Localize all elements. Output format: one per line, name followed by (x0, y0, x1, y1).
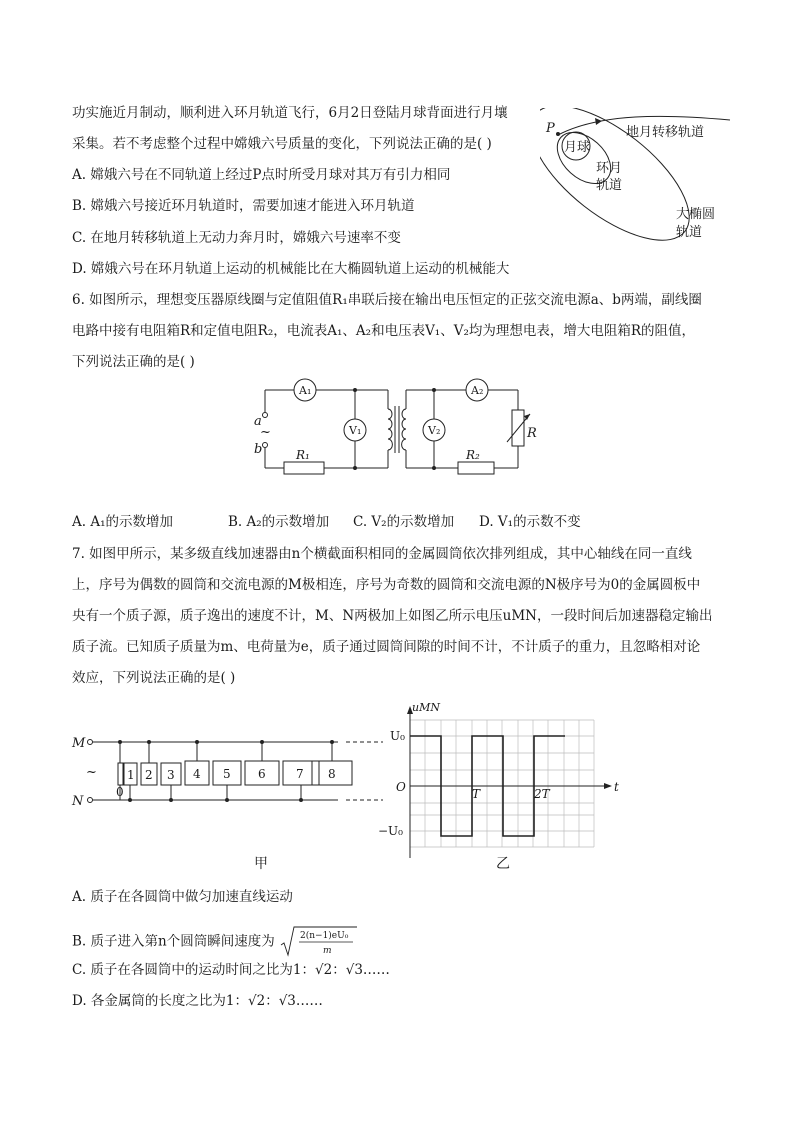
label-m: M (72, 736, 86, 751)
transformer-circuit (250, 376, 550, 480)
terminal-b (263, 443, 268, 448)
terminal-a (263, 413, 268, 418)
label-source-tilde: ~ (86, 765, 97, 780)
accelerator-figure (68, 724, 388, 874)
q5-stem-line1: 功实施近月制动，顺利进入环月轨道飞行，6月2日登陆月球背面进行月壤 (72, 105, 508, 121)
caption-jia: 甲 (254, 856, 268, 872)
label-moon: 月球 (564, 140, 591, 155)
label-r2: R₂ (466, 448, 480, 462)
formula-denominator: m (323, 946, 332, 956)
label-neg-u0: −U₀ (378, 824, 403, 838)
label-a: a (254, 414, 262, 429)
q7-stem-line5: 效应，下列说法正确的是( ) (72, 670, 236, 686)
label-lunar-orbit-2: 轨道 (596, 178, 623, 193)
q5-option-c: C. 在地月转移轨道上无动力奔月时，嫦娥六号速率不变 (72, 230, 401, 246)
label-ellipse-orbit-1: 大椭圆 (676, 207, 716, 222)
q7-stem-line2: 上，序号为偶数的圆筒和交流电源的M极相连，序号为奇数的圆筒和交流电源的N极序号为0的金属圆板中 (72, 577, 701, 593)
rheostat-arrowhead-icon (524, 414, 530, 420)
label-origin: O (396, 780, 406, 794)
label-a1: A₁ (299, 384, 312, 397)
tube-label-1: 1 (127, 768, 135, 782)
primary-coil (388, 409, 392, 450)
q7-stem-line3: 央有一个质子源，质子逸出的速度不计，M、N两极加上如图乙所示电压uMN，一段时间后加速器稳定输出 (72, 608, 713, 624)
label-u-axis: uMN (412, 701, 440, 714)
q6-option-c: C. V₂的示数增加 (353, 514, 455, 530)
label-u0: U₀ (390, 729, 405, 743)
q6-stem-line3: 下列说法正确的是( ) (72, 354, 195, 370)
resistor-r2 (458, 462, 494, 474)
label-r: R (527, 426, 537, 441)
label-ellipse-orbit-2: 轨道 (676, 225, 703, 240)
formula-numerator: 2(n−1)eU₀ (300, 931, 349, 941)
tube-label-6: 6 (258, 767, 266, 781)
q6-stem-line1: 6. 如图所示，理想变压器原线圈与定值阻值R₁串联后接在输出电压恒定的正弦交流电源a、b两端，副线圈 (72, 292, 702, 308)
orbit-figure (540, 108, 740, 248)
label-lunar-orbit-1: 环月 (596, 161, 623, 176)
plate-0 (118, 763, 123, 785)
label-transfer-orbit: 地月转移轨道 (626, 125, 705, 140)
terminal-m (88, 740, 93, 745)
tick-2t: 2T (534, 787, 550, 801)
tube-label-7: 7 (296, 767, 304, 781)
q7-stem-line1: 7. 如图甲所示，某多级直线加速器由n个横截面积相同的金属圆筒依次排列组成，其中心轴线在同一直线 (72, 546, 692, 562)
q5-option-b: B. 嫦娥六号接近环月轨道时，需要加速才能进入环月轨道 (72, 198, 415, 214)
label-v1: V₁ (349, 424, 362, 437)
label-n: N (72, 794, 84, 809)
label-v2: V₂ (428, 424, 441, 437)
tube-label-5: 5 (223, 767, 231, 781)
label-b: b (254, 442, 263, 457)
q7-stem-line4: 质子流。已知质子质量为m、电荷量为e，质子通过圆筒间隙的时间不计，不计质子的重力，且忽略相对论 (72, 639, 701, 655)
resistor-r1 (284, 462, 324, 474)
tube-label-4: 4 (193, 767, 201, 781)
secondary-coil (402, 409, 406, 450)
point-p-dot (556, 132, 560, 136)
label-p: P (546, 121, 555, 136)
q7-option-b-formula (279, 925, 357, 959)
transfer-arrow-icon (595, 118, 602, 125)
label-a2: A₂ (471, 384, 484, 397)
tube-label-3: 3 (167, 768, 175, 782)
q5-stem-line2: 采集。若不考虑整个过程中嫦娥六号质量的变化，下列说法正确的是( ) (72, 136, 492, 152)
tube-label-8: 8 (328, 767, 336, 781)
q6-stem-line2: 电路中接有电阻箱R和定值电阻R₂，电流表A₁、A₂和电压表V₁、V₂均为理想电表，增大电阻箱R的阻值， (72, 323, 696, 339)
q5-option-a: A. 嫦娥六号在不同轨道上经过P点时所受月球对其万有引力相同 (72, 167, 451, 183)
caption-yi: 乙 (496, 856, 510, 872)
label-t-axis: t (614, 780, 619, 794)
q6-option-b: B. A₂的示数增加 (228, 514, 330, 530)
q7-option-b-text: B. 质子进入第n个圆筒瞬间速度为 (72, 933, 275, 950)
t-axis-arrow-icon (604, 783, 612, 789)
tube-label-2: 2 (145, 768, 153, 782)
q5-option-d: D. 嫦娥六号在环月轨道上运动的机械能比在大椭圆轨道上运动的机械能大 (72, 261, 510, 277)
q7-option-c: C. 质子在各圆筒中的运动时间之比为1：√2：√3…… (72, 962, 390, 978)
q7-option-b (72, 925, 357, 959)
voltage-graph (368, 700, 628, 878)
graph-grid (410, 720, 594, 847)
q7-option-d: D. 各金属筒的长度之比为1：√2：√3…… (72, 993, 323, 1009)
label-zero: 0 (116, 785, 124, 799)
label-source: ~ (260, 425, 271, 440)
tick-t: T (472, 787, 481, 801)
q6-option-d: D. V₁的示数不变 (479, 514, 581, 530)
terminal-n (88, 798, 93, 803)
q7-option-a: A. 质子在各圆筒中做匀加速直线运动 (72, 889, 293, 905)
q6-option-a: A. A₁的示数增加 (72, 514, 173, 530)
label-r1: R₁ (296, 448, 310, 462)
